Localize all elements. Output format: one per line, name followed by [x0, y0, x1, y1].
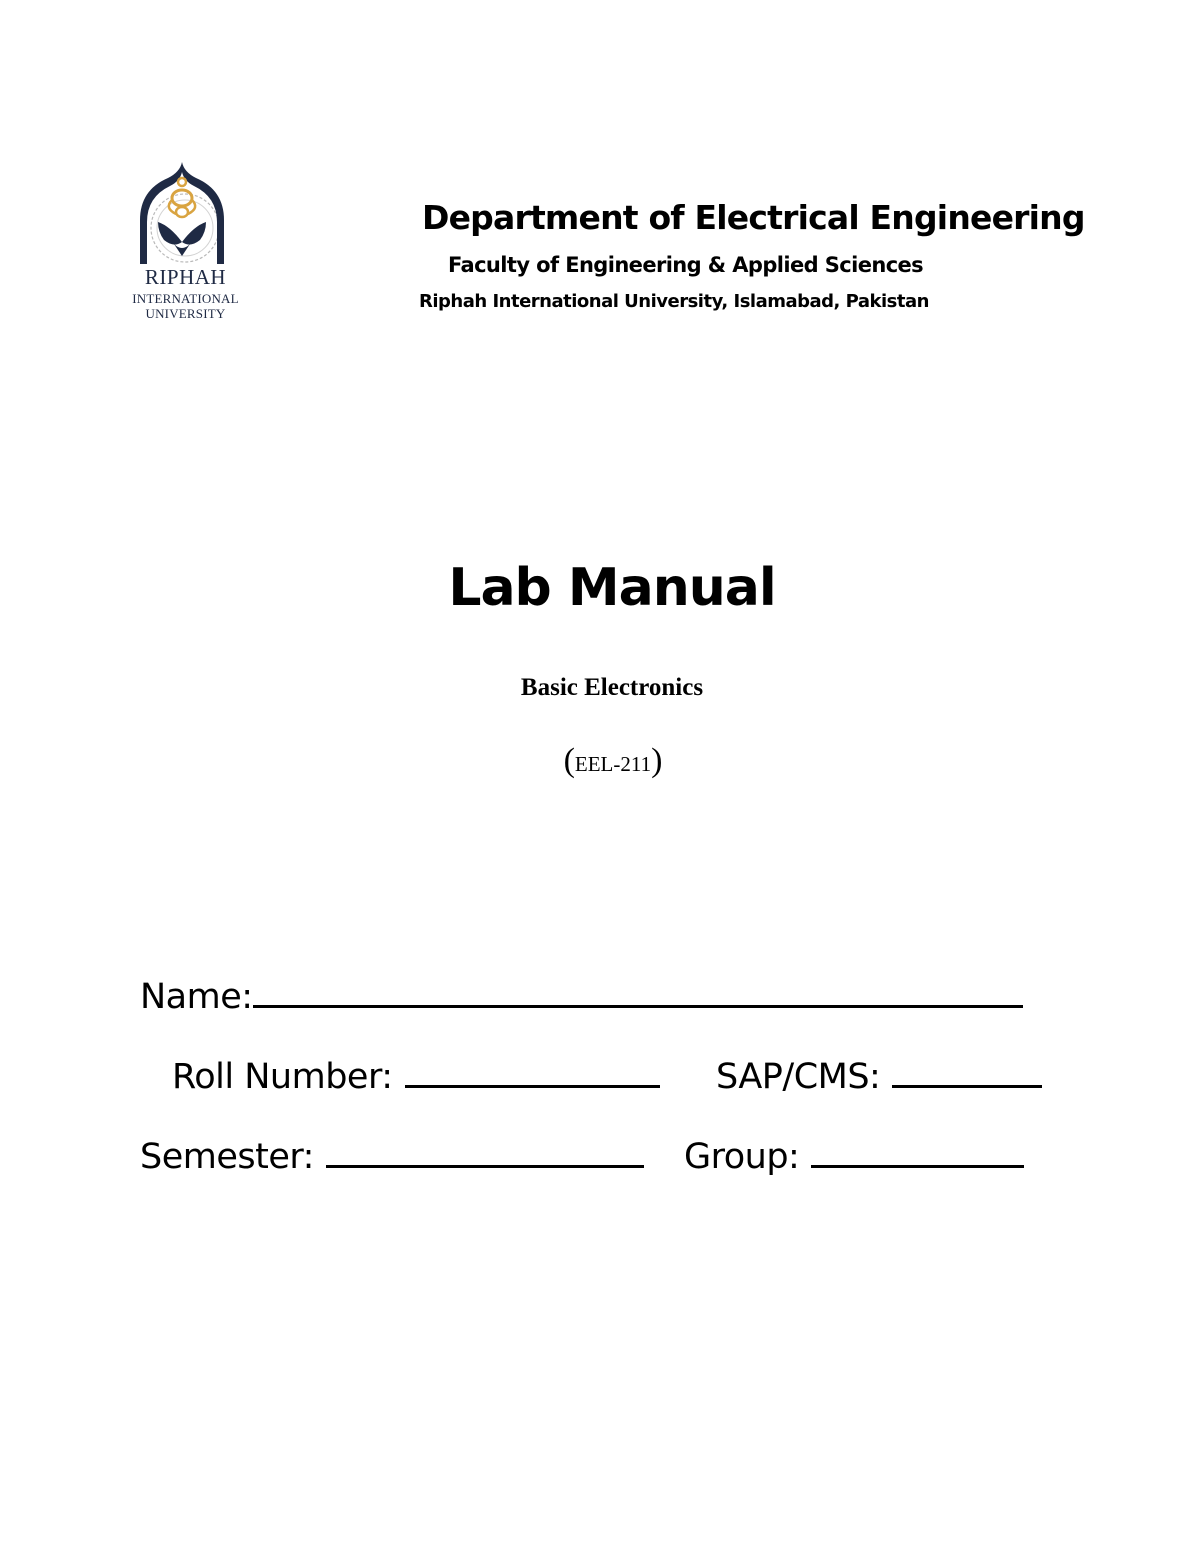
semester-blank[interactable]	[326, 1165, 644, 1168]
open-paren: (	[563, 742, 575, 779]
name-field	[140, 977, 1023, 1017]
logo-subtitle-2: UNIVERSITY	[145, 306, 226, 321]
course-code-line	[0, 742, 1200, 780]
faculty-heading: Faculty of Engineering & Applied Sciences	[448, 253, 924, 277]
sap-cms-field	[716, 1057, 1042, 1097]
page-title: Lab Manual	[448, 558, 776, 618]
university-heading: Riphah International University, Islamabad, Pakistan	[419, 291, 929, 312]
roll-number-blank[interactable]	[405, 1085, 660, 1088]
semester-label: Semester:	[140, 1137, 314, 1177]
close-paren: )	[651, 742, 663, 779]
riphah-crest-icon	[118, 160, 253, 265]
name-label: Name:	[140, 977, 253, 1017]
name-blank[interactable]	[253, 1005, 1023, 1008]
sap-cms-label: SAP/CMS:	[716, 1057, 881, 1097]
roll-number-field	[172, 1057, 660, 1097]
group-field	[684, 1137, 1024, 1177]
sap-cms-blank[interactable]	[892, 1085, 1042, 1088]
course-code: EEL-211	[574, 752, 652, 776]
department-heading: Department of Electrical Engineering	[422, 198, 1085, 237]
university-logo	[118, 160, 253, 325]
group-blank[interactable]	[811, 1165, 1024, 1168]
semester-field	[140, 1137, 644, 1177]
group-label: Group:	[684, 1137, 800, 1177]
course-subject: Basic Electronics	[520, 674, 704, 701]
roll-number-label: Roll Number:	[172, 1057, 393, 1097]
logo-name: RIPHAH	[144, 265, 227, 289]
logo-subtitle-1: INTERNATIONAL	[132, 291, 239, 306]
